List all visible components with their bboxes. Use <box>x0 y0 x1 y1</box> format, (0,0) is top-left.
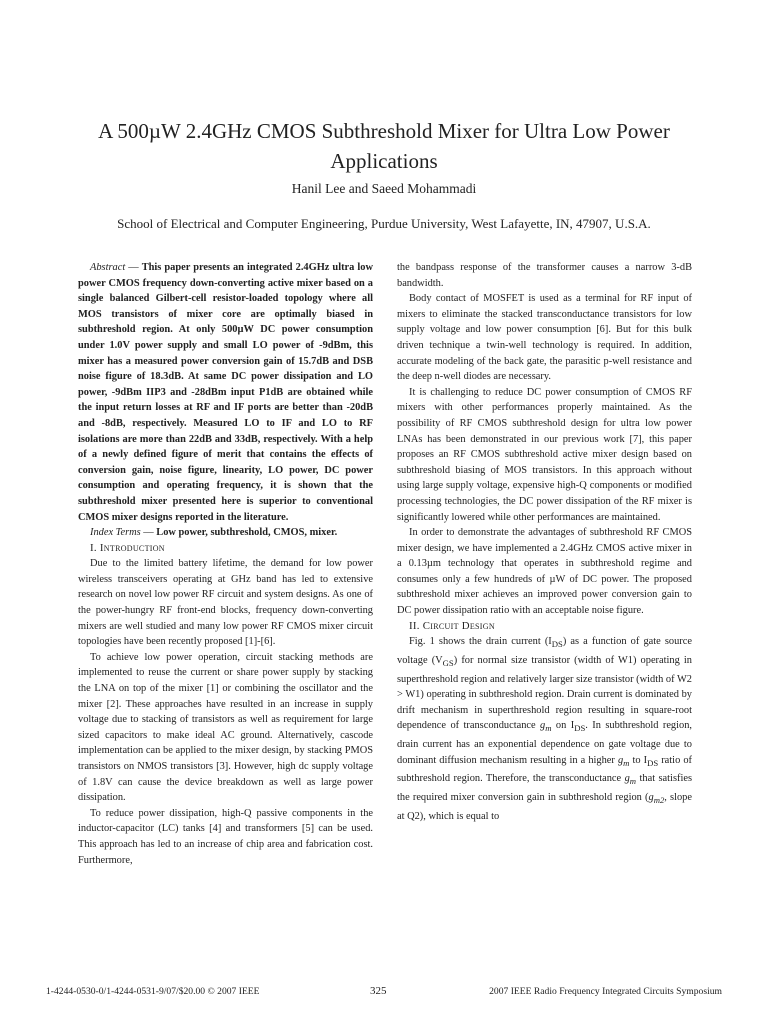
section-1-heading <box>78 541 373 557</box>
intro-paragraph-3: To reduce power dissipation, high-Q passive components in the inductor-capacitor (LC) tanks [4] and transformers [5] can be used. This approach has led to an increase of chip area and fabrication cost. Furthermore, <box>78 807 373 866</box>
section-1-title: Introduction <box>99 541 165 554</box>
paper-affiliation: School of Electrical and Computer Engineering, Purdue University, West Lafayette, IN, 47907, U.S.A. <box>117 216 651 231</box>
index-terms-text: Low power, subthreshold, CMOS, mixer. <box>156 527 338 539</box>
paper-title <box>60 116 708 176</box>
section-2-title: Circuit Design <box>422 619 495 632</box>
text-run: ratio of subthreshold region. Therefore, the transconductance <box>397 754 692 785</box>
abstract-text: This paper presents an integrated 2.4GHz ultra low power CMOS frequency down-converting active mixer based on a single balanced Gilbert-cell resistor-loaded topology where all MOS transistors of mixer core are optimally biased in subthreshold region. At only 500µW DC power consumption under 1.0V power supply and small LO power of -9dBm, this mixer has a measured power conversion gain of 15.7dB and DSB noise figure of 18.3dB. At same DC power dissipation and LO power, -9dBm IIP3 and -28dBm input P1dB are obtained while the input return losses at RF and IF ports are better than -20dB and -8dB, respectively. Measured LO to IF and LO to RF isolations are more than 22dB and 33dB, respectively. With a help of a newly defined figure of merit that contains the effects of conversion gain, noise figure, linearity, LO power, DC power consumption and operating frequency, it is shown that the subthreshold mixer presented here is superior to conventional CMOS mixer designs reported in the literature. <box>78 262 373 523</box>
intro-paragraph-6: It is challenging to reduce DC power consumption of CMOS RF mixers with other performances properly maintained. As the possibility of RF CMOS subthreshold design for ultra low power LNAs has been demonstrated in our previous work [7], this paper proposes an RF CMOS subthreshold active mixer design based on subthreshold biasing of MOS transistors. In this approach without using large supply voltage, expensive high-Q components or modified processing technologies, the DC power dissipation of the RF mixer is significantly lowered while other performances are maintained. <box>397 386 692 523</box>
paper-title-line-1: A 500µW 2.4GHz CMOS Subthreshold Mixer for Ultra Low Power <box>98 119 670 143</box>
symbol: g <box>624 773 630 785</box>
page-number: 325 <box>370 985 387 997</box>
text-run: that satisfies the required mixer conversion gain in subthreshold region ( <box>397 773 692 803</box>
index-terms-dash: — <box>140 527 157 539</box>
subscript: DS <box>647 757 659 768</box>
page-footer <box>0 986 768 1006</box>
footer-conference: 2007 IEEE Radio Frequency Integrated Circuits Symposium <box>489 986 722 997</box>
abstract-dash: — <box>125 262 142 273</box>
intro-paragraph-4: the bandpass response of the transformer causes a narrow 3-dB bandwidth. <box>397 262 692 289</box>
symbol: g <box>540 720 546 732</box>
paper-title-line-2: Applications <box>330 149 438 173</box>
intro-paragraph-2: To achieve low power operation, circuit stacking methods are implemented to reuse the current or share power supply by stacking the LNA on top of the mixer [1] or combining the oscillator and the mixer [2]. These approaches have resulted in an increase in supply voltage due to stacking of transistors as well as requirement for large sized capacitors to make ideal AC ground. Alternatively, cascode implementation can be applied to the mixer design, by stacking PMOS transistors on NMOS transistors [3]. However, high dc supply voltage of 1.8V can cause the device breakdown as well as large power dissipation. <box>78 651 373 804</box>
section-1-number: I. <box>90 541 100 554</box>
subscript: DS <box>551 639 563 650</box>
abstract-paragraph <box>78 260 373 525</box>
subscript: GS <box>442 658 454 668</box>
paper-authors: Hanil Lee and Saeed Mohammadi <box>291 181 477 196</box>
intro-paragraph-7: In order to demonstrate the advantages of subthreshold RF CMOS mixer design, we have implemented a 2.4GHz CMOS active mixer in a 0.13µm technology that operates in subthreshold regime and consumes only a few hundreds of µW of DC power. The proposed subthreshold mixer achieves an improved power conversion gain to DC power dissipation ratio with an acceptable noise figure. <box>397 527 692 617</box>
intro-paragraph-1: Due to the limited battery lifetime, the demand for low power wireless transceivers operating at GHz band has led to extensive research on novel low power RF circuit and system designs. As one of the power-hungry RF front-end blocks, frequency down-converting mixers are well studied and many low power RF CMOS mixer circuit topologies have been recently proposed [1]-[6]. <box>78 558 373 648</box>
index-terms-label: Index Terms <box>90 527 141 539</box>
section-2-number: II. <box>409 619 423 632</box>
intro-paragraph-5: Body contact of MOSFET is used as a terminal for RF input of mixers to eliminate the stacked transconductance transistors for low supply voltage and low power consumption [6]. But for this bulk driven technique a twin-well technology is required. In addition, accurate modeling of the back gate, the parasitic p-well resistance and the deep n-well diodes are necessary. <box>397 293 692 383</box>
text-run: on I <box>551 720 575 732</box>
subscript: m <box>623 757 630 768</box>
subscript: m <box>629 776 637 787</box>
text-run: Fig. 1 shows the drain current (I <box>409 636 552 648</box>
symbol: g <box>617 754 624 766</box>
subscript: m2 <box>653 795 665 806</box>
left-column <box>78 260 373 868</box>
text-run: ) for normal size transistor (width of W1) operating in superthreshold region and relatively larger size transistor (width of W2 > W1) operating in subthreshold region. Drain current is dominated by drift mechanism in superthreshold region resulting in square-root dependence of transconductance <box>397 654 692 732</box>
text-run: . In subthreshold region, drain current has an exponential dependence on gate voltage due to dominant diffusion mechanism resulting in a higher <box>397 720 692 766</box>
index-terms-paragraph <box>78 525 373 541</box>
abstract-label: Abstract <box>90 262 126 273</box>
text-run: ) as a function of gate source voltage (V <box>397 636 692 666</box>
symbol: g <box>648 791 654 803</box>
circuit-paragraph-1 <box>397 634 692 824</box>
right-column <box>397 260 692 824</box>
subscript: m <box>545 723 552 734</box>
subscript: DS <box>574 723 586 734</box>
section-2-heading <box>397 619 692 635</box>
text-run: to I <box>629 754 648 766</box>
text-run: , slope at Q2), which is equal to <box>397 791 692 822</box>
footer-copyright: 1-4244-0530-0/1-4244-0531-9/07/$20.00 © 2007 IEEE <box>46 986 260 997</box>
